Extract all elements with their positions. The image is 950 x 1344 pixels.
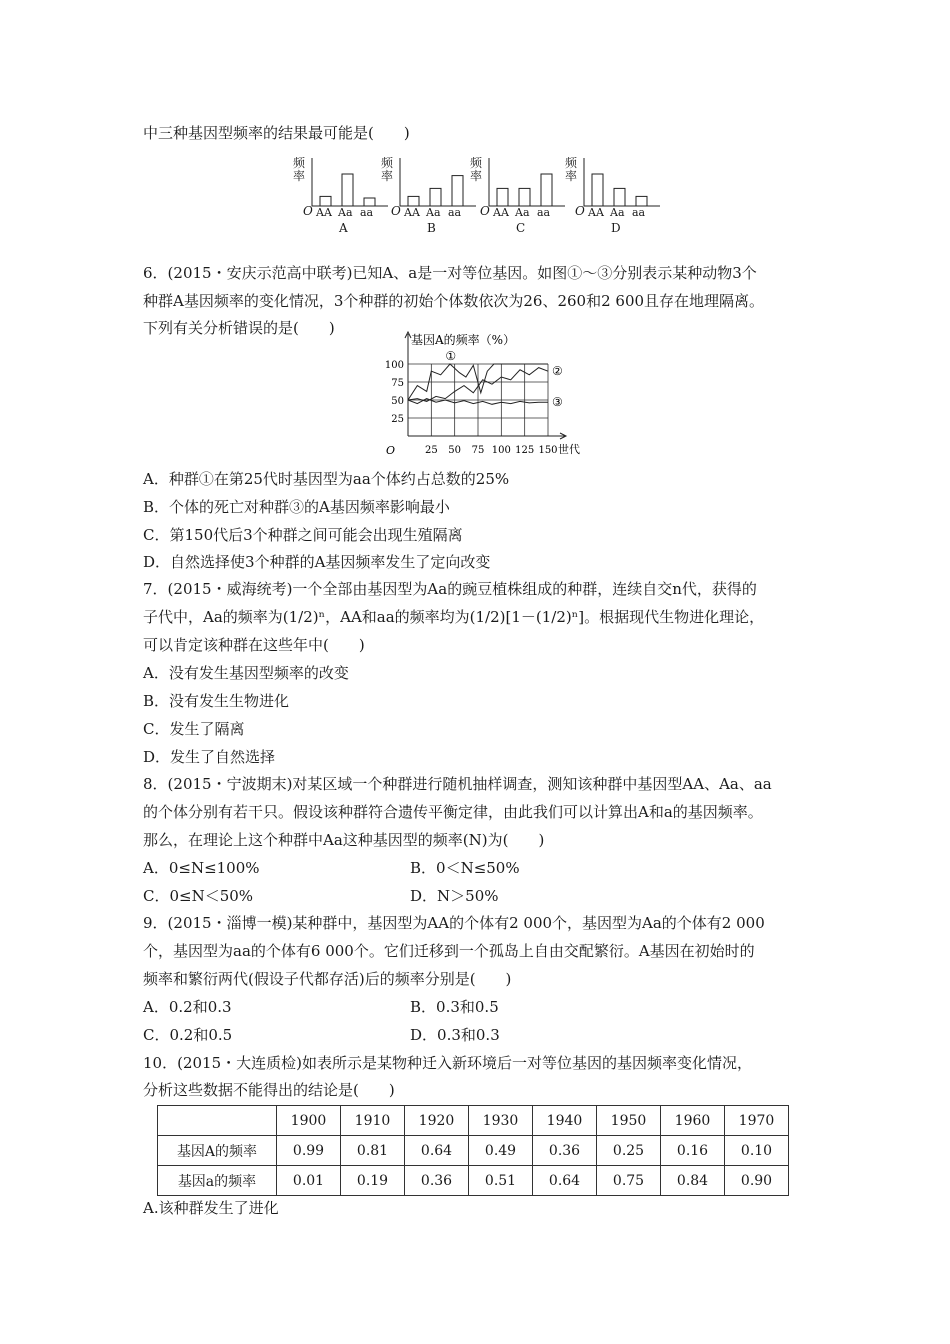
x-tick-label: 150 — [538, 445, 558, 456]
row-label-a: 基因a的频率 — [158, 1166, 277, 1196]
table-cell: 0.25 — [597, 1136, 661, 1166]
mini-chart-axes — [584, 158, 660, 206]
q7-option-b: B．没有发生生物进化 — [143, 692, 290, 710]
table-cell: 0.90 — [725, 1166, 789, 1196]
table-cell: 0.36 — [405, 1166, 469, 1196]
mini-chart-letter: C — [516, 221, 526, 235]
genotype-label: aa — [537, 206, 551, 219]
table-cell: 0.81 — [341, 1136, 405, 1166]
mini-bar-AA — [320, 196, 331, 206]
series-label-1: ① — [445, 349, 457, 363]
y-tick-label: 50 — [391, 396, 404, 407]
mini-bar-Aa — [342, 174, 353, 206]
genotype-label: aa — [632, 206, 646, 219]
genotype-label: Aa — [515, 206, 530, 219]
q10-stem-1: 10．(2015・大连质检)如表所示是某物种迁入新环境后一对等位基因的基因频率变化情况， — [143, 1054, 752, 1072]
mini-chart-ylabel: 频率 — [293, 156, 306, 183]
genotype-label: Aa — [338, 206, 353, 219]
q9-option-a: A．0.2和0.3 — [143, 998, 232, 1016]
q10-option-a: A.该种群发生了进化 — [143, 1199, 279, 1217]
genotype-label: aa — [448, 206, 462, 219]
table-cell: 0.16 — [661, 1136, 725, 1166]
genotype-label: Aa — [610, 206, 625, 219]
q8-option-c: C．0≤N＜50% — [143, 887, 254, 905]
q9-stem-3: 频率和繁衍两代(假设子代都存活)后的频率分别是( ) — [143, 970, 512, 988]
q7-stem-1: 7．(2015・威海统考)一个全部由基因型为Aa的豌豆植株组成的种群，连续自交n代，获得的 — [143, 580, 757, 598]
q6-option-c: C．第150代后3个种群之间可能会出现生殖隔离 — [143, 526, 463, 544]
q8-option-d: D．N＞50% — [410, 887, 499, 905]
q7-stem-3: 可以肯定该种群在这些年中( ) — [143, 636, 365, 654]
year-cell: 1940 — [533, 1106, 597, 1136]
table-cell: 0.64 — [405, 1136, 469, 1166]
q7-option-a: A．没有发生基因型频率的改变 — [143, 664, 349, 682]
table-cell: 0.49 — [469, 1136, 533, 1166]
mini-chart-ylabel: 频率 — [470, 156, 483, 183]
x-tick-label: 125 — [515, 445, 535, 456]
genotype-label: AA — [316, 206, 332, 219]
mini-chart-axes — [400, 158, 476, 206]
mini-bar-AA — [592, 174, 603, 206]
year-cell: 1900 — [277, 1106, 341, 1136]
gene-frequency-table — [157, 1105, 789, 1196]
row-label-A: 基因A的频率 — [158, 1136, 277, 1166]
genotype-label: AA — [404, 206, 420, 219]
q9-stem-2: 个，基因型为aa的个体有6 000个。它们迁移到一个孤岛上自由交配繁衍。A基因在初始时的 — [143, 942, 755, 960]
table-cell: 0.01 — [277, 1166, 341, 1196]
table-cell: 0.19 — [341, 1166, 405, 1196]
table-row — [158, 1136, 789, 1166]
mini-chart-axes — [489, 158, 565, 206]
q6-stem-2: 种群A基因频率的变化情况，3个种群的初始个体数依次为26、260和2 600且存在地理隔离。 — [143, 292, 765, 310]
mini-bar-Aa — [430, 188, 441, 206]
series-label-2: ② — [552, 364, 563, 379]
q8-option-a: A．0≤N≤100% — [143, 859, 260, 877]
year-cell: 1930 — [469, 1106, 533, 1136]
mini-chart-origin: O — [303, 204, 313, 218]
genotype-label: AA — [493, 206, 509, 219]
mini-chart-letter: D — [611, 221, 621, 235]
x-tick-label: 50 — [448, 445, 462, 456]
q7-stem-2: 子代中，Aa的频率为(1/2)ⁿ，AA和aa的频率均为(1/2)[1－(1/2)ⁿ]。根据现代生物进化理论， — [143, 608, 765, 626]
table-header-row — [158, 1106, 789, 1136]
table-cell: 0.99 — [277, 1136, 341, 1166]
mini-bar-aa — [364, 198, 375, 206]
table-row — [158, 1166, 789, 1196]
mini-chart-axes — [312, 158, 388, 206]
year-cell: 1950 — [597, 1106, 661, 1136]
mini-chart-letter: B — [427, 221, 436, 235]
q10-stem-2: 分析这些数据不能得出的结论是( ) — [143, 1081, 395, 1099]
mini-bar-aa — [452, 176, 463, 206]
table-cell: 0.84 — [661, 1166, 725, 1196]
year-cell: 1970 — [725, 1106, 789, 1136]
x-axis-label: 世代 — [558, 443, 580, 456]
q9-stem-1: 9．(2015・淄博一模)某种群中，基因型为AA的个体有2 000个，基因型为Aa的个体有2 000 — [143, 914, 765, 932]
q9-option-c: C．0.2和0.5 — [143, 1026, 233, 1044]
mini-chart-ylabel: 频率 — [381, 156, 394, 183]
mini-bar-AA — [497, 188, 508, 206]
mini-bar-aa — [541, 174, 552, 206]
mini-chart-origin: O — [480, 204, 490, 218]
table-cell: 0.64 — [533, 1166, 597, 1196]
q6-stem-3: 下列有关分析错误的是( ) — [143, 319, 335, 337]
mini-bar-chart — [398, 158, 478, 208]
mini-bar-chart — [310, 158, 390, 208]
year-cell: 1960 — [661, 1106, 725, 1136]
q6-option-d: D．自然选择使3个种群的A基因频率发生了定向改变 — [143, 553, 491, 571]
q8-stem-2: 的个体分别有若干只。假设该种群符合遗传平衡定律，由此我们可以计算出A和a的基因频率。 — [143, 803, 763, 821]
mini-bar-AA — [408, 196, 419, 206]
genotype-label: AA — [588, 206, 604, 219]
mini-chart-letter: A — [339, 221, 348, 235]
mini-bar-aa — [636, 196, 647, 206]
q7-option-c: C．发生了隔离 — [143, 720, 245, 738]
mini-chart-origin: O — [391, 204, 401, 218]
q8-stem-3: 那么，在理论上这个种群中Aa这种基因型的频率(N)为( ) — [143, 831, 545, 849]
genotype-label: Aa — [426, 206, 441, 219]
table-corner-cell — [158, 1106, 277, 1136]
q7-option-d: D．发生了自然选择 — [143, 748, 276, 766]
table-cell: 0.10 — [725, 1136, 789, 1166]
y-tick-label: 25 — [391, 414, 404, 425]
chart-origin: O — [386, 444, 396, 457]
q6-option-b: B．个体的死亡对种群③的A基因频率影响最小 — [143, 498, 450, 516]
x-tick-label: 25 — [424, 445, 438, 456]
series-label-3: ③ — [552, 395, 563, 410]
mini-bar-chart — [582, 158, 662, 208]
year-cell: 1910 — [341, 1106, 405, 1136]
chart-title: 基因A的频率（%） — [411, 333, 516, 347]
q6-stem-1: 6．(2015・安庆示范高中联考)已知A、a是一对等位基因。如图①～③分别表示某种动物3个 — [143, 264, 757, 282]
x-tick-label: 75 — [471, 445, 485, 456]
x-tick-label: 100 — [491, 445, 511, 456]
y-tick-label: 75 — [391, 378, 404, 389]
q9-option-b: B．0.3和0.5 — [410, 998, 499, 1016]
mini-chart-ylabel: 频率 — [565, 156, 578, 183]
mini-bar-chart — [487, 158, 567, 208]
q8-stem-1: 8．(2015・宁波期末)对某区域一个种群进行随机抽样调查，测知该种群中基因型AA、Aa、aa — [143, 775, 772, 793]
q6-option-a: A．种群①在第25代时基因型为aa个体约占总数的25% — [143, 470, 510, 488]
table-cell: 0.75 — [597, 1166, 661, 1196]
y-tick-label: 100 — [384, 360, 404, 371]
q8-option-b: B．0＜N≤50% — [410, 859, 520, 877]
table-cell: 0.36 — [533, 1136, 597, 1166]
q5-stem: 中三种基因型频率的结果最可能是( ) — [143, 124, 410, 142]
table-cell: 0.51 — [469, 1166, 533, 1196]
genotype-label: aa — [360, 206, 374, 219]
mini-bar-Aa — [519, 188, 530, 206]
gene-frequency-line-chart — [370, 330, 580, 465]
mini-bar-Aa — [614, 188, 625, 206]
q9-option-d: D．0.3和0.3 — [410, 1026, 500, 1044]
mini-chart-origin: O — [575, 204, 585, 218]
year-cell: 1920 — [405, 1106, 469, 1136]
